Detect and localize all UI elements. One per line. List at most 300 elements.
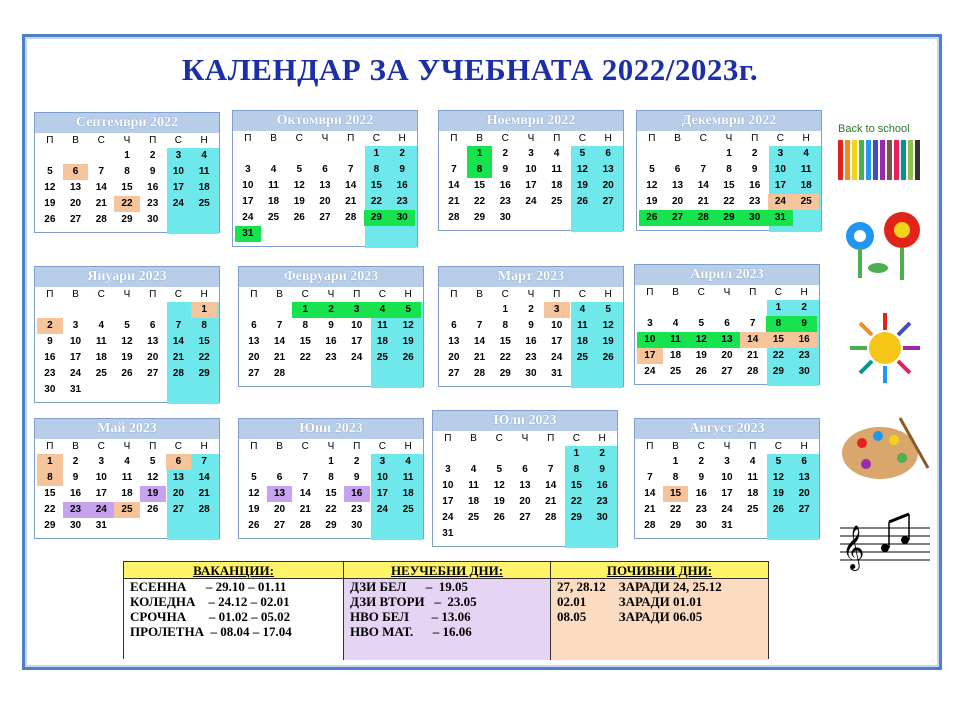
- weekday-label: С: [697, 287, 705, 298]
- empty-cell: [166, 518, 192, 534]
- day-cell: 25: [376, 352, 388, 363]
- day-cell: 4: [803, 148, 809, 159]
- rest-day-row: 27, 28.12 ЗАРАДИ 24, 25.12: [557, 579, 722, 594]
- empty-cell: [766, 518, 792, 534]
- month-title: Ноември 2022: [439, 111, 623, 131]
- day-cell: 9: [698, 472, 705, 483]
- empty-cell: [166, 382, 192, 398]
- day-cell: 19: [602, 336, 614, 347]
- rest-day-row: 02.01 ЗАРАДИ 01.01: [557, 594, 703, 609]
- weekday-label: В: [270, 133, 277, 144]
- day-cell: 8: [37, 470, 63, 486]
- day-cell: 19: [576, 180, 588, 191]
- weekday-label: П: [149, 289, 157, 300]
- weekday-label: С: [301, 441, 309, 452]
- day-cell: 27: [172, 504, 184, 515]
- weekday-label: Ч: [527, 133, 535, 144]
- day-cell: 24: [525, 196, 537, 207]
- day-cell: 7: [175, 320, 182, 331]
- day-cell: 9: [751, 164, 758, 175]
- empty-cell: [467, 302, 493, 318]
- day-cell: 22: [44, 504, 56, 515]
- weekday-label: С: [501, 133, 509, 144]
- month-calendar: [34, 266, 220, 403]
- empty-cell: [663, 300, 689, 316]
- day-cell: 24: [242, 212, 254, 223]
- decoration-column: [830, 108, 940, 598]
- empty-cell: [140, 518, 166, 534]
- empty-cell: [570, 210, 596, 226]
- day-cell: 22: [474, 196, 486, 207]
- day-cell: 2: [149, 150, 156, 161]
- day-cell: 11: [551, 164, 562, 175]
- weekday-label: С: [776, 133, 785, 144]
- day-cell: 20: [274, 504, 286, 515]
- month-title: Октомври 2022: [233, 111, 417, 131]
- weekday-label: Ч: [527, 289, 535, 300]
- weekday-label: Ч: [321, 133, 329, 144]
- weekday-label: С: [699, 133, 707, 144]
- day-cell: 22: [670, 504, 682, 515]
- non-school-row: НВО БЕЛ – 13.06: [350, 609, 471, 624]
- day-cell: 15: [663, 486, 689, 502]
- day-cell: 28: [747, 366, 759, 377]
- weekday-label: В: [276, 441, 283, 452]
- day-cell: 5: [296, 164, 303, 175]
- day-cell: 21: [345, 196, 357, 207]
- empty-cell: [740, 300, 766, 316]
- day-cell: 5: [605, 304, 611, 315]
- empty-cell: [114, 382, 140, 398]
- day-cell: 11: [468, 480, 479, 491]
- month-calendar: [438, 110, 624, 231]
- day-cell: 4: [579, 304, 586, 315]
- day-cell: 6: [276, 472, 283, 483]
- empty-cell: [166, 302, 192, 318]
- day-cell: 8: [467, 162, 493, 178]
- day-cell: 8: [672, 472, 679, 483]
- day-cell: 6: [166, 454, 192, 470]
- month-calendar: [238, 418, 424, 539]
- day-cell: 10: [525, 164, 537, 175]
- day-cell: 17: [351, 336, 363, 347]
- day-cell: 29: [474, 212, 486, 223]
- day-cell: 22: [370, 196, 382, 207]
- weekday-label: С: [501, 289, 509, 300]
- day-cell: 2: [528, 304, 534, 315]
- empty-cell: [37, 148, 63, 164]
- day-cell: 30: [525, 368, 537, 379]
- day-cell: 24: [172, 198, 184, 209]
- weekday-label: В: [476, 133, 483, 144]
- day-cell: 7: [451, 164, 457, 175]
- day-cell: 17: [70, 352, 82, 363]
- empty-cell: [166, 212, 192, 228]
- day-cell: 19: [695, 350, 707, 361]
- day-cell: 1: [672, 456, 679, 467]
- palette-icon: [842, 418, 928, 479]
- day-cell: 13: [319, 180, 331, 191]
- day-cell: 28: [545, 512, 557, 523]
- day-cell: 12: [688, 332, 714, 348]
- day-cell: 21: [198, 488, 210, 499]
- month-calendar: [636, 110, 822, 231]
- day-cell: 18: [95, 352, 107, 363]
- pencils-icon: [838, 123, 920, 180]
- month-grid: [439, 131, 623, 226]
- day-cell: 27: [248, 368, 260, 379]
- month-grid: [635, 439, 819, 534]
- day-cell: 27: [798, 504, 810, 515]
- day-cell: 9: [502, 164, 509, 175]
- weekday-label: С: [295, 133, 303, 144]
- day-cell: 24: [88, 502, 114, 518]
- day-cell: 18: [747, 488, 759, 499]
- day-cell: 3: [647, 318, 653, 329]
- empty-cell: [191, 382, 217, 398]
- empty-cell: [241, 454, 267, 470]
- day-cell: 12: [402, 320, 414, 331]
- day-cell: 6: [251, 320, 257, 331]
- empty-cell: [538, 446, 564, 462]
- day-cell: 14: [740, 332, 766, 348]
- weekday-label: В: [72, 289, 79, 300]
- empty-cell: [793, 210, 819, 226]
- day-cell: 13: [448, 336, 460, 347]
- empty-cell: [461, 446, 487, 462]
- day-cell: 2: [698, 456, 705, 467]
- day-cell: 16: [44, 352, 56, 363]
- sun-icon: [850, 313, 920, 383]
- weekday-label: В: [72, 135, 79, 146]
- day-cell: 19: [121, 352, 133, 363]
- day-cell: 10: [376, 472, 388, 483]
- day-cell: 25: [576, 352, 588, 363]
- day-cell: 20: [798, 488, 810, 499]
- empty-cell: [370, 518, 396, 534]
- day-cell: 25: [114, 502, 140, 518]
- weekday-label: Н: [800, 287, 808, 298]
- day-cell: 2: [37, 318, 63, 334]
- day-cell: 5: [698, 318, 705, 329]
- day-cell: 23: [525, 352, 537, 363]
- day-cell: 29: [121, 214, 133, 225]
- weekday-label: П: [46, 135, 54, 146]
- day-cell: 11: [663, 332, 689, 348]
- day-cell: 3: [72, 320, 79, 331]
- vacation-row: СРОЧНА – 01.02 – 05.02: [130, 609, 291, 624]
- day-cell: 19: [293, 196, 305, 207]
- weekday-label: П: [547, 433, 555, 444]
- month-calendar: [438, 266, 624, 387]
- day-cell: 16: [791, 332, 817, 348]
- weekday-label: С: [495, 433, 503, 444]
- day-cell: 31: [235, 226, 261, 242]
- day-cell: 19: [248, 504, 260, 515]
- month-calendar: [232, 110, 418, 247]
- day-cell: 29: [364, 210, 390, 226]
- empty-cell: [318, 366, 344, 382]
- day-cell: 4: [672, 318, 679, 329]
- day-cell: 21: [299, 504, 311, 515]
- vacations-column: [124, 562, 344, 660]
- day-cell: 4: [124, 456, 130, 467]
- day-cell: 5: [124, 320, 130, 331]
- day-cell: 13: [714, 332, 740, 348]
- vacations-heading: ВАКАНЦИИ:: [124, 562, 343, 579]
- day-cell: 8: [201, 320, 207, 331]
- weekday-label: П: [46, 289, 54, 300]
- non-school-days-heading: НЕУЧЕБНИ ДНИ:: [344, 562, 550, 579]
- empty-cell: [395, 366, 421, 382]
- weekday-label: С: [301, 289, 309, 300]
- empty-cell: [637, 300, 663, 316]
- day-cell: 30: [798, 366, 810, 377]
- day-cell: 17: [95, 488, 107, 499]
- month-grid: [239, 287, 423, 382]
- day-cell: 24: [376, 504, 388, 515]
- day-cell: 27: [274, 520, 286, 531]
- day-cell: 17: [551, 336, 563, 347]
- rest-days-column: [551, 562, 768, 660]
- weekday-label: П: [450, 133, 458, 144]
- day-cell: 21: [644, 504, 656, 515]
- day-cell: 10: [242, 180, 254, 191]
- day-cell: 1: [573, 448, 580, 459]
- day-cell: 24: [351, 352, 363, 363]
- month-title: Юли 2023: [433, 411, 617, 431]
- day-cell: 6: [322, 164, 328, 175]
- day-cell: 18: [121, 488, 133, 499]
- day-cell: 9: [599, 464, 605, 475]
- day-cell: 14: [274, 336, 286, 347]
- flowers-icon: [846, 212, 920, 280]
- day-cell: 12: [147, 472, 159, 483]
- day-cell: 20: [519, 496, 531, 507]
- weekday-label: П: [444, 433, 452, 444]
- day-cell: 3: [245, 164, 251, 175]
- day-cell: 12: [576, 164, 588, 175]
- day-cell: 14: [545, 480, 557, 491]
- day-cell: 2: [318, 302, 344, 318]
- weekday-label: В: [72, 441, 79, 452]
- day-cell: 10: [774, 164, 786, 175]
- empty-cell: [235, 146, 261, 162]
- day-cell: 6: [674, 164, 681, 175]
- day-cell: 6: [149, 320, 156, 331]
- day-cell: 11: [121, 472, 133, 483]
- day-cell: 16: [525, 336, 537, 347]
- day-cell: 30: [389, 210, 415, 226]
- day-cell: 20: [672, 196, 684, 207]
- day-cell: 10: [70, 336, 82, 347]
- day-cell: 28: [448, 212, 460, 223]
- empty-cell: [690, 146, 716, 162]
- weekday-label: Ч: [723, 441, 731, 452]
- weekday-label: П: [749, 441, 757, 452]
- weekday-label: П: [646, 287, 654, 298]
- day-cell: 3: [544, 302, 570, 318]
- day-cell: 2: [353, 456, 360, 467]
- day-cell: 16: [596, 480, 608, 491]
- empty-cell: [312, 226, 338, 242]
- day-cell: 28: [690, 210, 716, 226]
- day-cell: 16: [344, 486, 370, 502]
- day-cell: 8: [373, 164, 380, 175]
- day-cell: 30: [147, 214, 159, 225]
- day-cell: 15: [766, 332, 792, 348]
- day-cell: 17: [721, 488, 733, 499]
- day-cell: 16: [147, 182, 159, 193]
- day-cell: 6: [801, 456, 807, 467]
- day-cell: 14: [299, 488, 311, 499]
- month-title: Март 2023: [439, 267, 623, 287]
- empty-cell: [570, 366, 596, 382]
- day-cell: 22: [570, 496, 582, 507]
- day-cell: 13: [672, 180, 684, 191]
- day-cell: 9: [149, 166, 156, 177]
- day-cell: 10: [442, 480, 454, 491]
- day-cell: 20: [319, 196, 331, 207]
- day-cell: 28: [172, 368, 184, 379]
- day-cell: 26: [639, 210, 665, 226]
- day-cell: 8: [573, 464, 580, 475]
- vacation-row: КОЛЕДНА – 24.12 – 02.01: [130, 594, 290, 609]
- day-cell: 18: [376, 336, 388, 347]
- day-cell: 20: [448, 352, 460, 363]
- day-cell: 6: [451, 320, 457, 331]
- day-cell: 16: [396, 180, 408, 191]
- day-cell: 2: [72, 456, 79, 467]
- day-cell: 16: [695, 488, 707, 499]
- day-cell: 1: [502, 304, 509, 315]
- day-cell: 20: [147, 352, 159, 363]
- day-cell: 19: [44, 198, 56, 209]
- day-cell: 7: [749, 318, 756, 329]
- weekday-label: П: [46, 441, 54, 452]
- month-title: Февруари 2023: [239, 267, 423, 287]
- day-cell: 18: [800, 180, 812, 191]
- weekday-label: П: [149, 441, 157, 452]
- weekday-label: Ч: [327, 441, 335, 452]
- day-cell: 19: [646, 196, 658, 207]
- empty-cell: [595, 210, 621, 226]
- day-cell: 18: [468, 496, 480, 507]
- day-cell: 21: [474, 352, 486, 363]
- day-cell: 24: [768, 194, 794, 210]
- empty-cell: [312, 146, 338, 162]
- page-title: КАЛЕНДАР ЗА УЧЕБНАТА 2022/2023г.: [181, 52, 759, 87]
- empty-cell: [344, 366, 370, 382]
- empty-cell: [191, 518, 217, 534]
- day-cell: 7: [347, 164, 354, 175]
- empty-cell: [88, 382, 114, 398]
- empty-cell: [538, 526, 564, 542]
- empty-cell: [441, 302, 467, 318]
- weekday-label: С: [372, 133, 381, 144]
- day-cell: 16: [499, 180, 511, 191]
- day-cell: 10: [95, 472, 107, 483]
- day-cell: 21: [274, 352, 286, 363]
- day-cell: 19: [402, 336, 414, 347]
- weekday-label: С: [697, 441, 705, 452]
- weekday-label: П: [751, 133, 759, 144]
- day-cell: 4: [370, 302, 396, 318]
- empty-cell: [114, 302, 140, 318]
- empty-cell: [544, 210, 570, 226]
- empty-cell: [637, 454, 663, 470]
- weekday-label: П: [450, 289, 458, 300]
- day-cell: 30: [351, 520, 363, 531]
- day-cell: 24: [551, 352, 563, 363]
- day-cell: 10: [172, 166, 184, 177]
- day-cell: 27: [602, 196, 614, 207]
- empty-cell: [267, 302, 293, 318]
- day-cell: 24: [442, 512, 454, 523]
- month-title: Януари 2023: [35, 267, 219, 287]
- day-cell: 14: [345, 180, 357, 191]
- weekday-label: П: [149, 135, 157, 146]
- day-cell: 11: [377, 320, 388, 331]
- month-grid: [637, 131, 821, 226]
- day-cell: 27: [519, 512, 531, 523]
- day-cell: 9: [399, 164, 405, 175]
- weekday-label: П: [250, 441, 258, 452]
- day-cell: 5: [47, 166, 53, 177]
- day-cell: 23: [695, 504, 707, 515]
- month-grid: [239, 439, 423, 534]
- month-grid: [433, 431, 617, 542]
- day-cell: 30: [70, 520, 82, 531]
- month-title: Юни 2023: [239, 419, 423, 439]
- weekday-label: Н: [800, 441, 808, 452]
- day-cell: 12: [44, 182, 56, 193]
- day-cell: 14: [95, 182, 107, 193]
- empty-cell: [688, 300, 714, 316]
- day-cell: 22: [772, 350, 784, 361]
- month-calendar: [634, 264, 820, 385]
- day-cell: 27: [665, 210, 691, 226]
- empty-cell: [338, 226, 364, 242]
- empty-cell: [191, 212, 217, 228]
- day-cell: 26: [402, 352, 414, 363]
- day-cell: 28: [274, 368, 286, 379]
- day-cell: 7: [700, 164, 707, 175]
- day-cell: 24: [721, 504, 733, 515]
- day-cell: 15: [370, 180, 382, 191]
- day-cell: 3: [528, 148, 534, 159]
- day-cell: 20: [602, 180, 614, 191]
- day-cell: 11: [402, 472, 414, 483]
- day-cell: 25: [551, 196, 563, 207]
- day-cell: 21: [95, 198, 107, 209]
- day-cell: 1: [328, 456, 334, 467]
- day-cell: 7: [201, 456, 207, 467]
- day-cell: 26: [121, 368, 133, 379]
- weekday-label: П: [553, 289, 561, 300]
- day-cell: 27: [147, 368, 159, 379]
- weekday-label: Н: [598, 433, 606, 444]
- day-cell: 8: [328, 472, 334, 483]
- weekday-label: П: [353, 441, 361, 452]
- day-cell: 27: [721, 366, 733, 377]
- day-cell: 28: [198, 504, 210, 515]
- non-school-row: ДЗИ ВТОРИ – 23.05: [350, 594, 477, 609]
- day-cell: 25: [198, 198, 210, 209]
- day-cell: 22: [198, 352, 210, 363]
- empty-cell: [461, 526, 487, 542]
- day-cell: 14: [697, 180, 709, 191]
